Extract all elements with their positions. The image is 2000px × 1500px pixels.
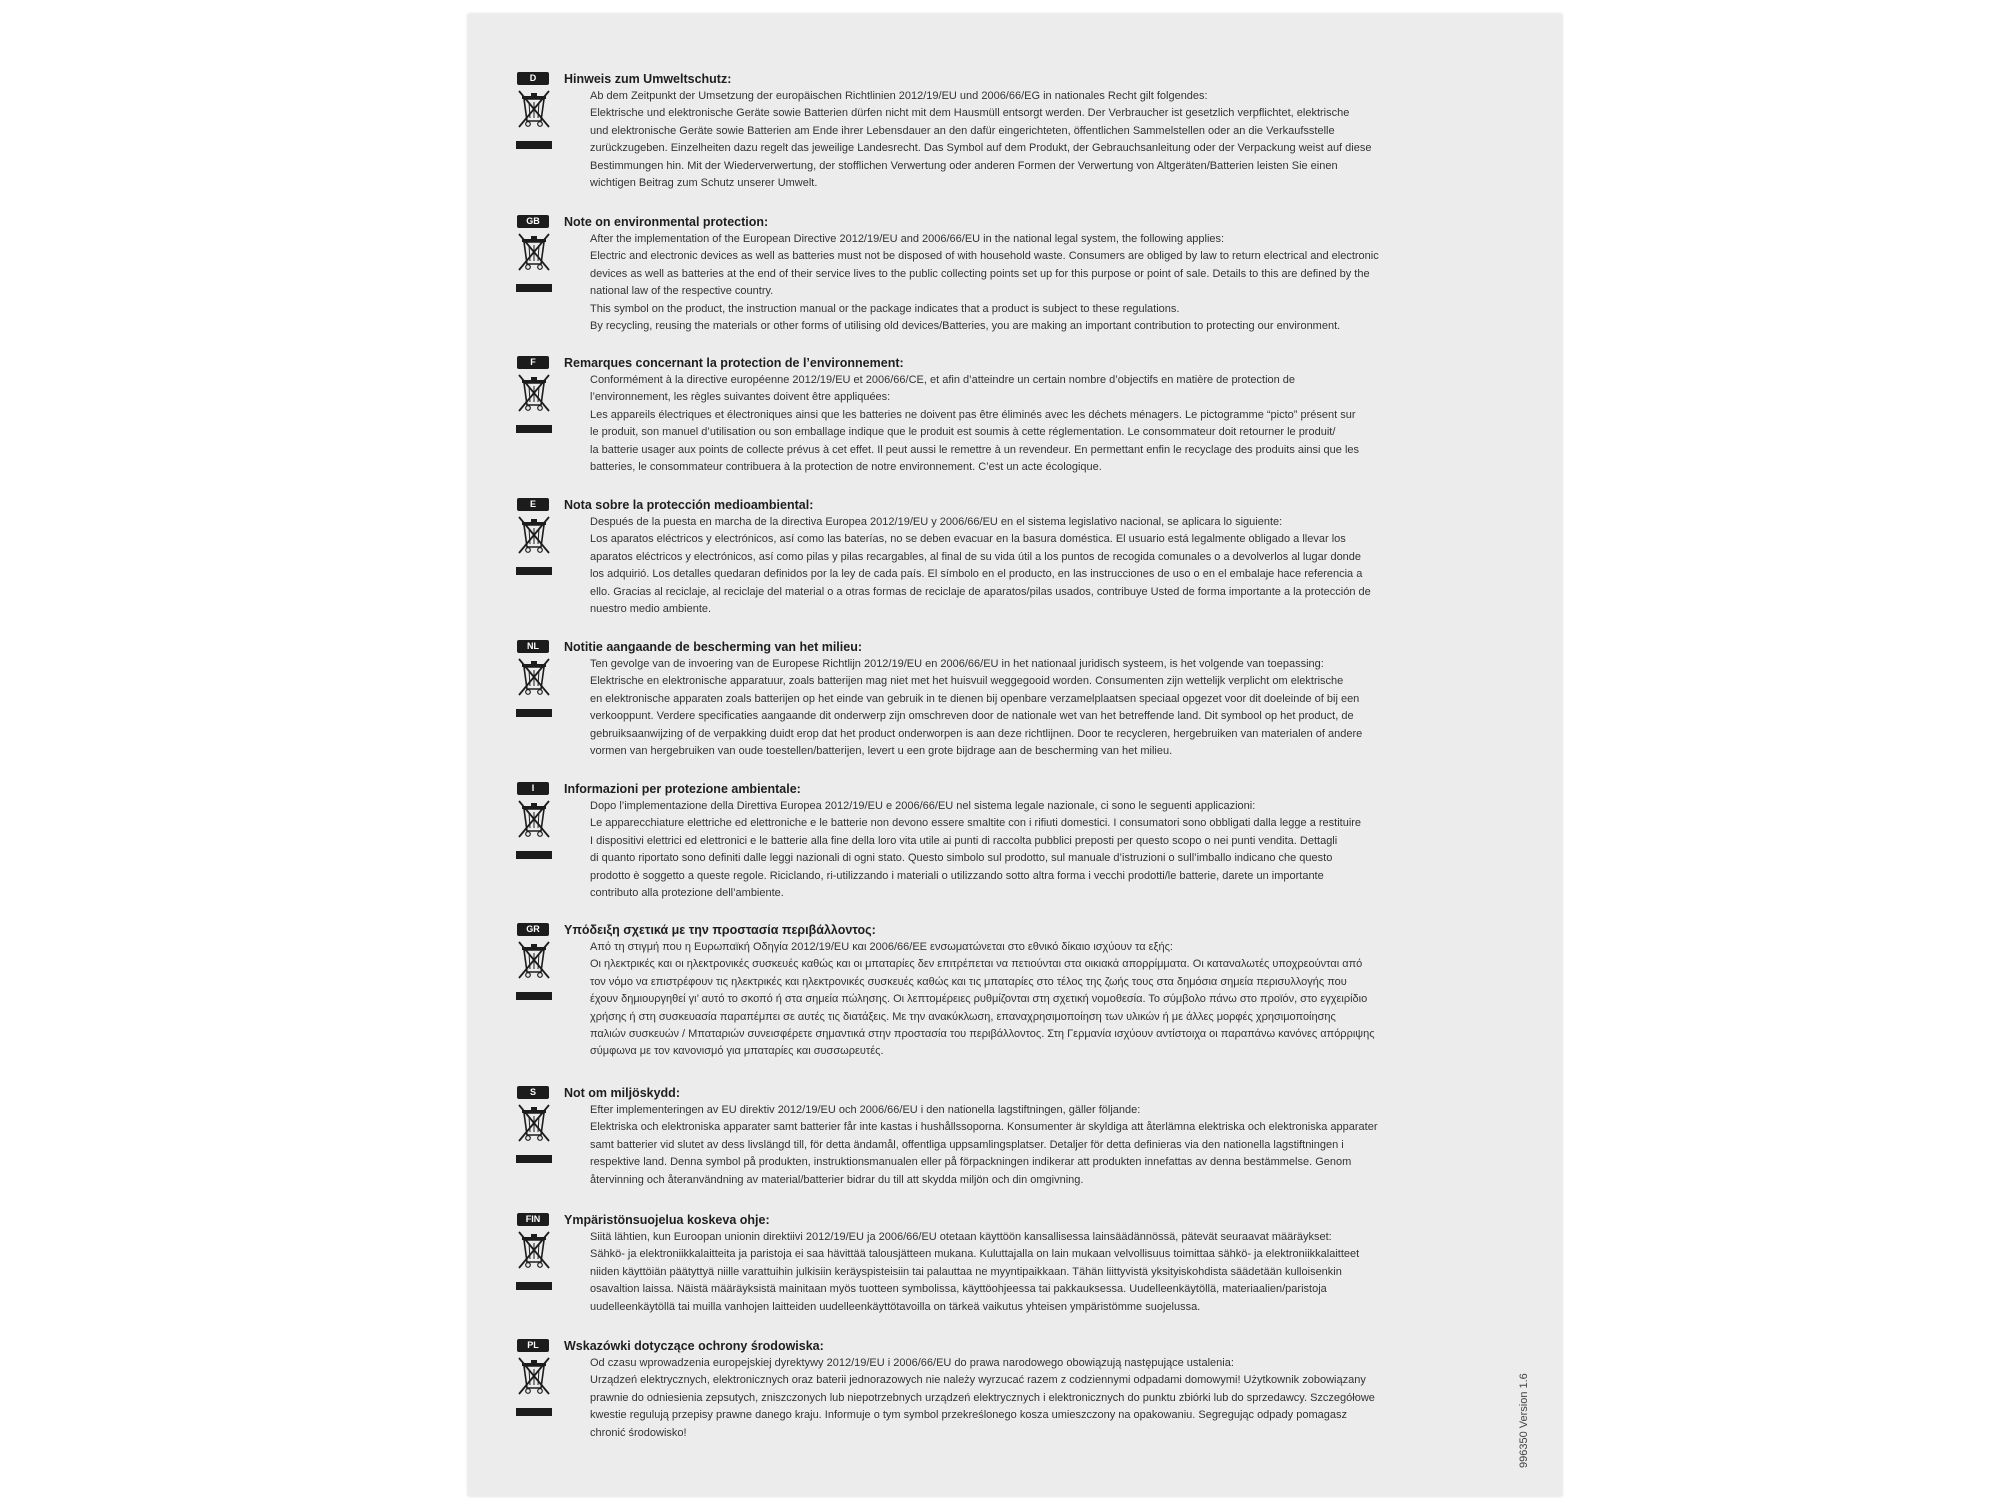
section — [516, 640, 1516, 760]
section-body: Después de la puesta en marcha de la directiva Europea 2012/19/EU y 2006/66/EU en el sistema legislativo nacional, se aplicara lo siguiente: Los aparatos eléctricos y electrónicos, así como las baterías, no se deben evacuar en la basura doméstica. El usuario está legalmente obligado a llevar los aparatos eléctricos y electrónicos, así como pilas y pilas recargables, al final de su vida útil a los puntos de recogida comunales o a devolverlos al lugar donde los adquirió. Los detalles quedaran definidos por la ley de cada país. El símbolo en el producto, en las instrucciones de uso o en el embalaje hace referencia a ello. Gracias al reciclaje, al reciclaje del material o a otras formas de reciclaje de aparatos/pilas usados, contribuye Usted de forma importante a la protección de nuestro medio ambiente. — [590, 516, 1371, 616]
country-badge: PL — [517, 1339, 549, 1352]
section-body: Od czasu wprowadzenia europejskiej dyrektywy 2012/19/EU i 2006/66/EU do prawa narodowego obowiązują następujące ustalenia: Urządzeń elektrycznych, elektronicznych oraz baterii jednorazowych nie należy wyrzucać razem z codziennymi odpadami domowymi! Użytkownik zobowiązany prawnie do odniesienia zepsutych, zniszczonych lub niepotrzebnych urządzeń elektrycznych i elektronicznych do punktu zbiórki lub do sprzedawcy. Szczegółowe kwestie regulują przepisy prawne danego kraju. Informuje o tym symbol przekreślonego kosza umieszczony na opakowaniu. Segregując odpady pomagasz chronić środowisko! — [590, 1357, 1375, 1439]
weee-symbol — [516, 1086, 564, 1189]
section-body: Ab dem Zeitpunkt der Umsetzung der europäischen Richtlinien 2012/19/EU und 2006/66/EG in nationales Recht gilt folgendes: Elektrische und elektronische Geräte sowie Batterien dürfen nicht mit dem Hausmüll entsorgt werden. Der Verbraucher ist gesetzlich verpflichtet, elektrische und elektronische Geräte sowie Batterien am Ende ihrer Lebensdauer an den dafür eingerichteten, öffentlichen Sammelstellen oder an die Verkaufsstelle zurückzugeben. Einzelheiten dazu regelt das jeweilige Landesrecht. Das Symbol auf dem Produkt, der Gebrauchsanleitung oder der Verpackung weist auf diese Bestimmungen hin. Mit der Wiederverwertung, der stofflichen Verwertung oder anderen Formen der Verwertung von Altgeräten/Batterien leisten Sie einen wichtigen Beitrag zum Schutz unserer Umwelt. — [590, 90, 1372, 190]
section — [516, 782, 1516, 902]
section-text — [564, 1339, 1516, 1442]
underline-bar — [516, 425, 552, 433]
weee-symbol — [516, 356, 564, 476]
section-title: Notitie aangaande de bescherming van het milieu: — [564, 640, 862, 654]
section-title: Ympäristönsuojelua koskeva ohje: — [564, 1213, 770, 1227]
weee-symbol — [516, 923, 564, 1061]
section-body: Από τη στιγμή που η Ευρωπαϊκή Οδηγία 2012/19/EU και 2006/66/EE ενσωματώνεται στο εθνικό δίκαιο ισχύουν τα εξής: Οι ηλεκτρικές και οι ηλεκτρονικές συσκευές καθώς και οι μπαταρίες δεν επιτρέπεται να πετιούνται στα οικιακά απορρίμματα. Οι καταναλωτές υποχρεούνται από τον νόμο να επιστρέφουν τις ηλεκτρικές και ηλεκτρονικές συσκευές καθώς και τις μπαταρίες στο τέλος της ζωής τους στα δημόσια σημεία περισυλλογής που έχουν δημιουργηθεί γι’ αυτό το σκοπό ή στα σημεία πώλησης. Οι λεπτομέρειες ρυθμίζονται στη σχετική νομοθεσία. Το σύμβολο πάνω στο προϊόν, στο εγχειρίδιο χρήσης ή στη συσκευασία παραπέμπει σε αυτές τις διατάξεις. Με την ανακύκλωση, επαναχρησιμοποίηση των υλικών ή με άλλες μορφές χρησιμοποίησης παλιών συσκευών / Μπαταριών συνεισφέρετε σημαντικά στην προστασία του περιβάλλοντος. Στη Γερμανία ισχύουν αντίστοιχα οι παραπάνω κανόνες απόρριψης σύμφωνα με τον κανονισμό για μπαταρίες και συσσωρευτές. — [590, 941, 1375, 1058]
crossed-bin-icon — [516, 657, 552, 697]
country-badge: FIN — [517, 1213, 549, 1226]
section-text — [564, 1213, 1516, 1316]
section-title: Not om miljöskydd: — [564, 1086, 680, 1100]
crossed-bin-icon — [516, 89, 552, 129]
section-text — [564, 72, 1516, 192]
section-body: Siitä lähtien, kun Euroopan unionin direktiivi 2012/19/EU ja 2006/66/EU otetaan käyttöön kansallisessa lainsäädännössä, pätevät seuraavat määräykset: Sähkö- ja elektroniikkalaitteita ja paristoja ei saa hävittää talousjätteen mukana. Kuluttajalla on lain mukaan velvollisuus toimittaa sähkö- ja elektroniikkalaitteet niiden käyttöiän päätyttyä niille varattuihin julkisiin keräyspisteisiin tai palauttaa ne myyntipaikkaan. Tähän liittyvistä yksityiskohdista säädetään kulloisenkin osavaltion laissa. Näistä määräyksistä mainitaan myös tuotteen symbolissa, käyttöohjeessa tai pakkauksessa. Uudelleenkäytöllä, materiaalien/paristoja uudelleenkäytöllä tai muilla vanhojen laitteiden uudelleenkäyttötavoilla on tärkeä vaikutus yhteisen ympäristömme suojelussa. — [590, 1231, 1360, 1313]
section-title: Note on environmental protection: — [564, 215, 769, 229]
section-text — [564, 215, 1516, 335]
underline-bar — [516, 1155, 552, 1163]
section — [516, 1086, 1516, 1189]
section — [516, 1339, 1516, 1442]
crossed-bin-icon — [516, 515, 552, 555]
underline-bar — [516, 992, 552, 1000]
section-text — [564, 923, 1516, 1061]
section-text — [564, 498, 1516, 618]
crossed-bin-icon — [516, 1356, 552, 1396]
underline-bar — [516, 1282, 552, 1290]
section-text — [564, 356, 1516, 476]
section-body: Dopo l’implementazione della Direttiva Europea 2012/19/EU e 2006/66/EU nel sistema legale nazionale, ci sono le seguenti applicazioni: Le apparecchiature elettriche ed elettroniche e le batterie non devono essere smaltite con i rifiuti domestici. I consumatori sono obbligati dalla legge a restituire I dispositivi elettrici ed elettronici e le batterie alla fine della loro vita utile ai punti di raccolta pubblici preposti per questo scopo o nei punti vendita. Dettagli di quanto riportato sono definiti dalle leggi nazionali di ogni stato. Questo simbolo sul prodotto, sul manuale d’istruzioni o sull’imballo indicano che questo prodotto è soggetto a queste regole. Riciclando, ri-utilizzando i materiali o utilizzando sotto altra forma i vecchi prodotti/le batterie, darete un importante contributo alla protezione dell’ambiente. — [590, 800, 1362, 900]
section — [516, 923, 1516, 1061]
country-badge: GB — [517, 215, 549, 228]
crossed-bin-icon — [516, 1103, 552, 1143]
version-label: 996350 Version 1.6 — [1518, 1373, 1530, 1468]
underline-bar — [516, 709, 552, 717]
section-title: Remarques concernant la protection de l’environnement: — [564, 356, 904, 370]
crossed-bin-icon — [516, 232, 552, 272]
section-body: Ten gevolge van de invoering van de Europese Richtlijn 2012/19/EU en 2006/66/EU in het nationaal juridisch systeem, is het volgende van toepassing: Elektrische en elektronische apparatuur, zoals batterijen mag niet met het huisvuil weggegooid worden. Consumenten zijn wettelijk verplicht om elektrische en elektronische apparaten zoals batterijen op het einde van gebruik in te dienen bij openbare verzamelplaatsen speciaal opgezet voor dit doeleinde of bij een verkooppunt. Verdere specificaties aangaande dit onderwerp zijn omschreven door de nationale wet van het betreffende land. Dit symbool op het product, de gebruiksaanwijzing of de verpakking duidt erop dat het product onderworpen is aan deze richtlijnen. Door te recycleren, hergebruiken van materialen of andere vormen van hergebruiken van oude toestellen/batterijen, levert u een grote bijdrage aan de bescherming van het milieu. — [590, 658, 1363, 758]
weee-symbol — [516, 782, 564, 902]
weee-symbol — [516, 1339, 564, 1442]
country-badge: F — [517, 356, 549, 369]
weee-symbol — [516, 498, 564, 618]
underline-bar — [516, 851, 552, 859]
section — [516, 215, 1516, 335]
weee-symbol — [516, 640, 564, 760]
weee-symbol — [516, 215, 564, 335]
section — [516, 356, 1516, 476]
section-title: Hinweis zum Umweltschutz: — [564, 72, 732, 86]
document-sheet — [468, 14, 1562, 1496]
section — [516, 72, 1516, 192]
country-badge: S — [517, 1086, 549, 1099]
weee-symbol — [516, 1213, 564, 1316]
country-badge: E — [517, 498, 549, 511]
country-badge: I — [517, 782, 549, 795]
section — [516, 1213, 1516, 1316]
crossed-bin-icon — [516, 1230, 552, 1270]
section-title: Υπόδειξη σχετικά με την προστασία περιβάλλοντος: — [564, 923, 876, 937]
country-badge: D — [517, 72, 549, 85]
section — [516, 498, 1516, 618]
underline-bar — [516, 1408, 552, 1416]
section-body: After the implementation of the European Directive 2012/19/EU and 2006/66/EU in the national legal system, the following applies: Electric and electronic devices as well as batteries must not be disposed of with household waste. Consumers are obliged by law to return electrical and electronic devices as well as batteries at the end of their service lives to the public collecting points set up for this purpose or point of sale. Details to this are defined by the national law of the respective country. This symbol on the product, the instruction manual or the package indicates that a product is subject to these regulations. By recycling, reusing the materials or other forms of utilising old devices/Batteries, you are making an important contribution to protecting our environment. — [590, 233, 1379, 333]
underline-bar — [516, 284, 552, 292]
section-text — [564, 782, 1516, 902]
underline-bar — [516, 141, 552, 149]
crossed-bin-icon — [516, 940, 552, 980]
section-title: Wskazówki dotyczące ochrony środowiska: — [564, 1339, 824, 1353]
section-body: Efter implementeringen av EU direktiv 2012/19/EU och 2006/66/EU i den nationella lagstiftningen, gäller följande: Elektriska och elektroniska apparater samt batterier får inte kastas i hushållssoporna. Konsumenter är skyldiga att återlämna elektriska och elektroniska apparater samt batterier vid slutet av dess livslängd till, för detta ändamål, offentliga uppsamlingsplatser. Detaljer för detta definieras via den nationella lagstiftningen i respektive land. Denna symbol på produkten, instruktionsmanualen eller på förpackningen indikerar att produkten innefattas av denna bestämmelse. Genom återvinning och återanvändning av material/batterier bidrar du till att skydda miljön och din omgivning. — [590, 1104, 1378, 1186]
country-badge: GR — [517, 923, 549, 936]
section-body: Conformément à la directive européenne 2012/19/EU et 2006/66/CE, et afin d’atteindre un certain nombre d’objectifs en matière de protection de l’environnement, les règles suivantes doivent être appliquées: Les appareils électriques et électroniques ainsi que les batteries ne doivent pas être éliminés avec les déchets ménagers. Le pictogramme “picto” présent sur le produit, son manuel d’utilisation ou son emballage indique que le produit est soumis à cette réglementation. Le consommateur doit retourner le produit/ la batterie usager aux points de collecte prévus à cet effet. Il peut aussi le remettre à un revendeur. En permettant enfin le recyclage des produits ainsi que les batteries, le consommateur contribuera à la protection de notre environnement. C’est un acte écologique. — [590, 374, 1360, 474]
crossed-bin-icon — [516, 373, 552, 413]
country-badge: NL — [517, 640, 549, 653]
crossed-bin-icon — [516, 799, 552, 839]
section-text — [564, 640, 1516, 760]
section-title: Informazioni per protezione ambientale: — [564, 782, 801, 796]
section-title: Nota sobre la protección medioambiental: — [564, 498, 814, 512]
weee-symbol — [516, 72, 564, 192]
underline-bar — [516, 567, 552, 575]
section-text — [564, 1086, 1516, 1189]
